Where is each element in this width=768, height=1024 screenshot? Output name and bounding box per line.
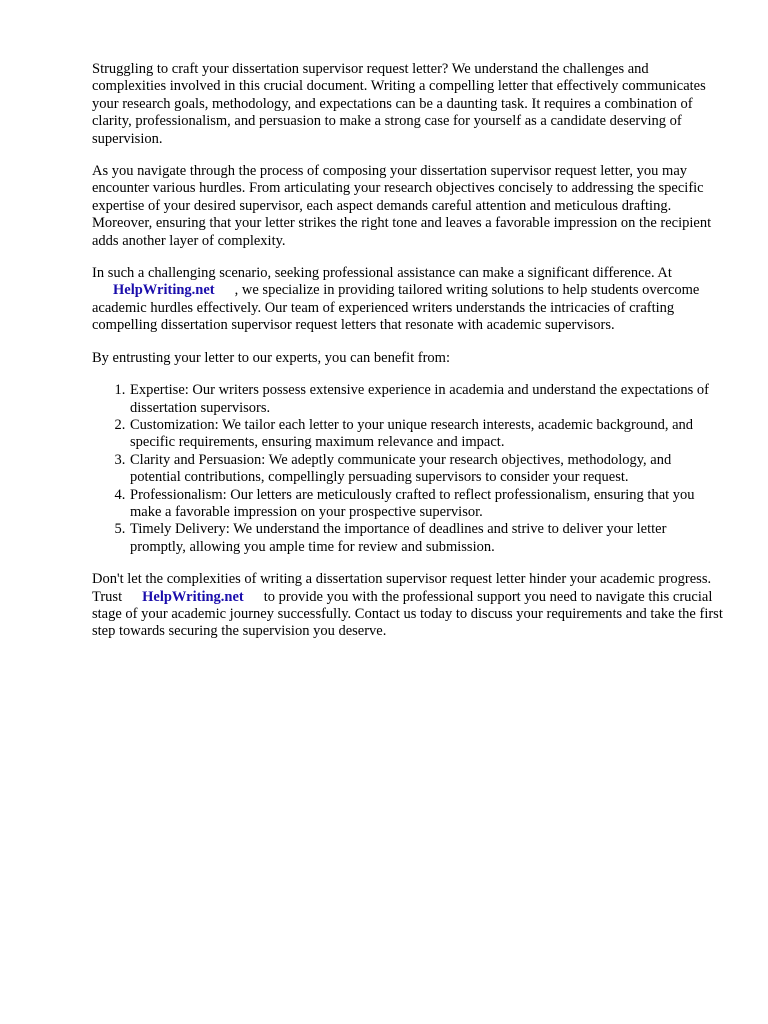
intro-paragraph: Struggling to craft your dissertation supervisor request letter? We understand the challenges and complexities involved in this crucial document. Writing a compelling letter that effectively communicates your research goals, methodology, and expectations can be a daunting task. It requires a combination of clarity, professionalism, and persuasion to make a strong case for yourself as a candidate deserving of supervision. [92,61,706,147]
benefits-list [92,382,724,556]
benefits-intro: By entrusting your letter to our experts, you can benefit from: [92,349,450,366]
helpwriting-link[interactable]: HelpWriting.net [113,282,215,299]
list-item: 2. Customization: We tailor each letter to your unique research interests, academic background, and specific requirements, ensuring maximum relevance and impact. [129,417,724,452]
closing-paragraph [92,571,724,641]
document-page [92,61,724,656]
assistance-text-after: , we specialize in providing tailored writing solutions to help students overcome academic hurdles effectively. Our team of experienced writers understands the intricacies of crafting compelling dissertation supervisor request letters that resonate with academic supervisors. [92,282,700,334]
hurdles-paragraph: As you navigate through the process of composing your dissertation supervisor request letter, you may encounter various hurdles. From articulating your research objectives concisely to addressing the specific expertise of your desired supervisor, each aspect demands careful attention and meticulous drafting. Moreover, ensuring that your letter strikes the right tone and leaves a favorable impression on the recipient adds another layer of complexity. [92,163,712,249]
list-item: 4. Professionalism: Our letters are meticulously crafted to reflect professionalism, ensuring that you make a favorable impression on your prospective supervisor. [129,487,724,522]
list-item: 1. Expertise: Our writers possess extensive experience in academia and understand the expectations of dissertation supervisors. [129,382,724,417]
assistance-text-before: In such a challenging scenario, seeking professional assistance can make a significant difference. At [92,265,672,282]
list-item: 5. Timely Delivery: We understand the importance of deadlines and strive to deliver your letter promptly, allowing you ample time for review and submission. [129,521,724,556]
assistance-paragraph [92,265,724,335]
helpwriting-link-closing[interactable]: HelpWriting.net [142,588,244,605]
closing-text-before: Don't let the complexities of writing a dissertation supervisor request letter hinder your academic progress. Trust [92,571,712,605]
list-item: 3. Clarity and Persuasion: We adeptly communicate your research objectives, methodology, and potential contributions, compellingly persuading supervisors to consider your request. [129,452,724,487]
closing-text-after: to provide you with the professional support you need to navigate this crucial stage of your academic journey successfully. Contact us today to discuss your requirements and take the first step towards securing the supervision you deserve. [92,588,723,640]
